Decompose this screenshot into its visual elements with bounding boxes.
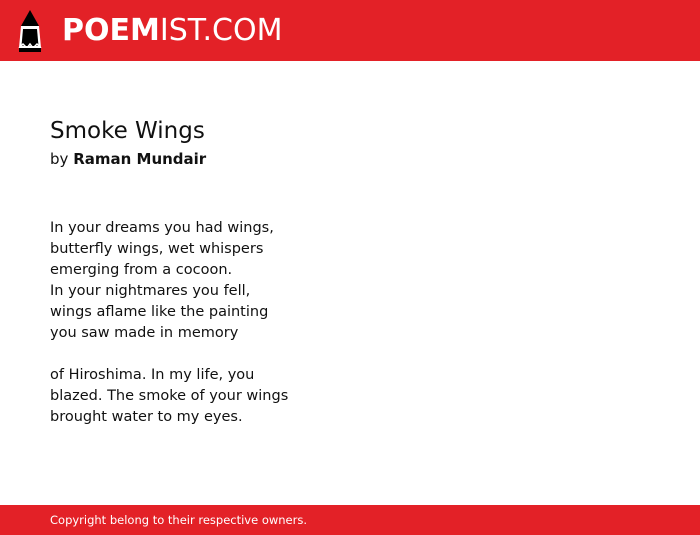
poem-line: butterfly wings, wet whispers [50, 241, 264, 257]
site-header [0, 0, 700, 61]
stanza [50, 365, 650, 428]
poem-line: In your dreams you had wings, [50, 220, 274, 236]
author-name: Raman Mundair [73, 150, 207, 168]
poem-title: Smoke Wings [50, 118, 205, 144]
poem-line: emerging from a cocoon. [50, 262, 233, 278]
poem-line: you saw made in memory [50, 325, 239, 341]
byline [50, 149, 650, 169]
site-footer [0, 505, 700, 535]
logo-bold-text: POEM [62, 13, 160, 48]
pencil-icon[interactable] [17, 10, 43, 52]
poem-line: of Hiroshima. In my life, you [50, 367, 255, 383]
poem-body [50, 218, 650, 449]
site-logo[interactable] [62, 12, 282, 50]
poem-line: In your nightmares you fell, [50, 283, 251, 299]
copyright-text: Copyright belong to their respective owners. [50, 513, 308, 527]
poem-line: blazed. The smoke of your wings [50, 388, 289, 404]
poem-header [50, 116, 650, 169]
logo-light-text: IST.COM [159, 13, 283, 48]
poem-line: brought water to my eyes. [50, 409, 243, 425]
stanza [50, 218, 650, 344]
poem-line: wings aflame like the painting [50, 304, 269, 320]
by-label: by [50, 150, 69, 168]
